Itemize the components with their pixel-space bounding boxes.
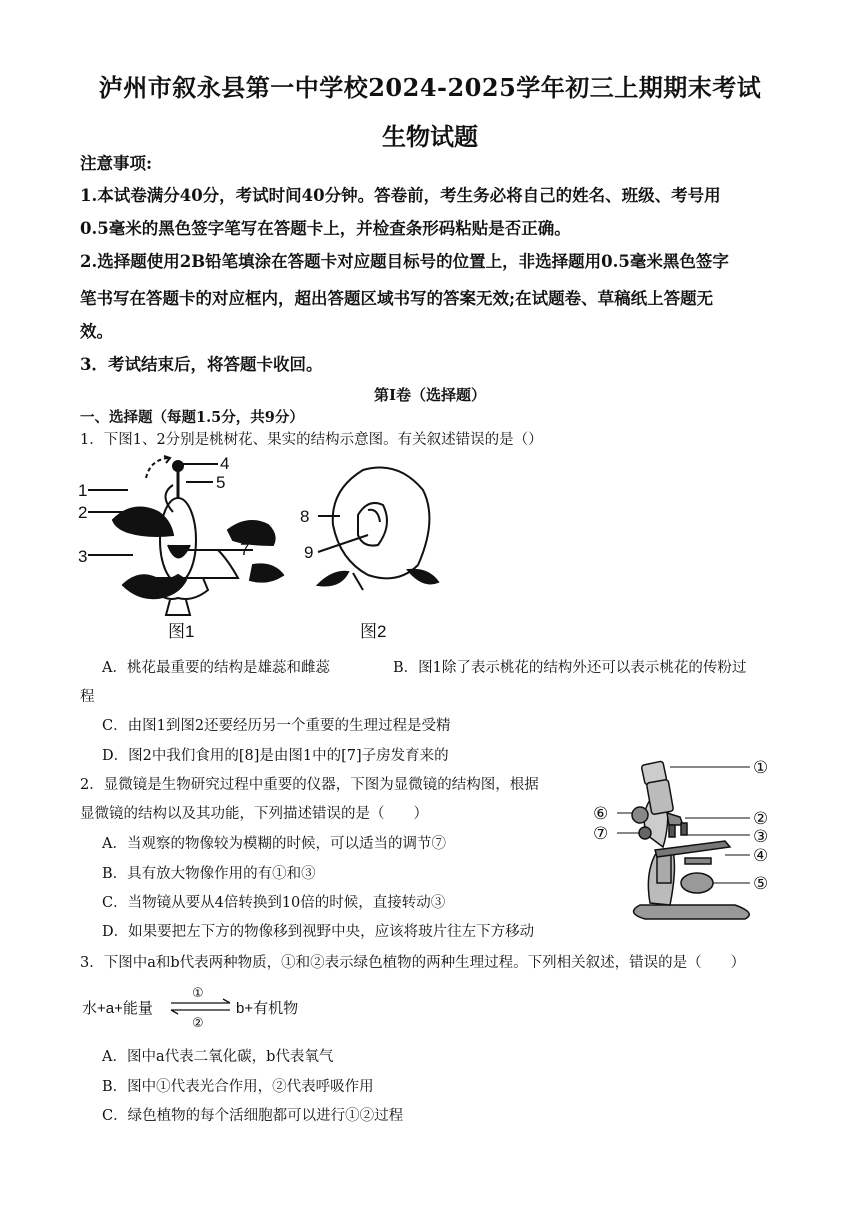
q3-equation xyxy=(78,982,318,1032)
arrow-top-label: ① xyxy=(192,985,204,1000)
q2-stem: 显微镜的结构以及其功能，下列描述错误的是（ ） xyxy=(80,806,428,822)
notice-line: 3．考试结束后，将答题卡收回。 xyxy=(80,355,323,374)
q2-option-c: C．当物镜从要从4倍转换到10倍的时候，直接转动③ xyxy=(102,895,446,911)
notice-line: 效。 xyxy=(80,322,113,341)
fig1-caption: 图1 xyxy=(168,622,195,641)
exam-title: 泸州市叙永县第一中学校2024-2025学年初三上期期末考试 xyxy=(98,73,762,102)
notice-heading: 注意事项: xyxy=(80,154,153,173)
q1-figure xyxy=(78,450,448,645)
arrow-bottom-label: ② xyxy=(192,1015,204,1030)
fig1-label: 5 xyxy=(216,473,226,492)
microscope-label: ① xyxy=(753,758,769,777)
fig2-caption: 图2 xyxy=(360,622,387,641)
part-heading: 一、选择题（每题1.5分，共9分） xyxy=(80,409,304,426)
exam-subject: 生物试题 xyxy=(382,122,478,151)
fig1-label: 2 xyxy=(78,503,88,522)
q1-option-b-cont: 程 xyxy=(80,689,95,705)
fig1-label: 6 xyxy=(264,525,274,544)
notice-line: 2.选择题使用2B铅笔填涂在答题卡对应题目标号的位置上，非选择题用0.5毫米黑色签字 xyxy=(80,252,729,271)
q2-stem: 2．显微镜是生物研究过程中重要的仪器，下图为显微镜的结构图，根据 xyxy=(80,777,539,793)
section-title: 第Ⅰ卷（选择题） xyxy=(373,386,487,404)
fruit-diagram xyxy=(318,468,438,591)
q1-stem: 1．下图1、2分别是桃树花、果实的结构示意图。有关叙述错误的是（） xyxy=(80,432,543,448)
fig1-label: 4 xyxy=(220,454,230,473)
q2-option-b: B．具有放大物像作用的有①和③ xyxy=(102,866,316,882)
q1-option-b: B．图1除了表示桃花的结构外还可以表示桃花的传粉过 xyxy=(393,660,747,676)
notice-line: 0.5毫米的黑色签字笔写在答题卡上，并检查条形码粘贴是否正确。 xyxy=(80,219,571,238)
microscope-label: ⑤ xyxy=(753,874,769,893)
flower-diagram xyxy=(88,456,283,615)
microscope-label: ③ xyxy=(753,827,769,846)
q2-option-a: A．当观察的物像较为模糊的时候，可以适当的调节⑦ xyxy=(102,836,446,852)
fig2-label: 9 xyxy=(304,543,314,562)
q3-option-a: A．图中a代表二氧化碳，b代表氧气 xyxy=(102,1049,334,1065)
microscope-diagram xyxy=(632,761,749,919)
microscope-label: ⑥ xyxy=(593,804,609,823)
microscope-figure xyxy=(585,755,800,925)
fig2-label: 8 xyxy=(300,507,310,526)
q3-option-c: C．绿色植物的每个活细胞都可以进行①②过程 xyxy=(102,1108,404,1124)
reversible-arrow xyxy=(171,999,230,1014)
q1-option-c: C．由图1到图2还要经历另一个重要的生理过程是受精 xyxy=(102,718,451,734)
q3-stem: 3．下图中a和b代表两种物质，①和②表示绿色植物的两种生理过程。下列相关叙述，错误的是（ ） xyxy=(80,955,746,971)
q1-option-d: D．图2中我们食用的[8]是由图1中的[7]子房发育来的 xyxy=(102,748,449,764)
notice-line: 笔书写在答题卡的对应框内，超出答题区域书写的答案无效;在试题卷、草稿纸上答题无 xyxy=(80,289,714,308)
q1-option-a: A．桃花最重要的结构是雄蕊和雌蕊 xyxy=(102,660,330,676)
microscope-label: ④ xyxy=(753,846,769,865)
q3-option-b: B．图中①代表光合作用，②代表呼吸作用 xyxy=(102,1079,374,1095)
notice-line: 1.本试卷满分40分，考试时间40分钟。答卷前，考生务必将自己的姓名、班级、考号用 xyxy=(80,186,721,205)
fig1-label: 1 xyxy=(78,481,88,500)
fig1-label: 7 xyxy=(240,540,250,559)
q2-option-d: D．如果要把左下方的物像移到视野中央，应该将玻片往左下方移动 xyxy=(102,924,535,940)
microscope-label: ⑦ xyxy=(593,824,609,843)
equation-right: b+有机物 xyxy=(236,1000,299,1017)
microscope-label: ② xyxy=(753,809,769,828)
equation-left: 水+a+能量 xyxy=(82,1000,153,1017)
fig1-label: 3 xyxy=(78,547,88,566)
